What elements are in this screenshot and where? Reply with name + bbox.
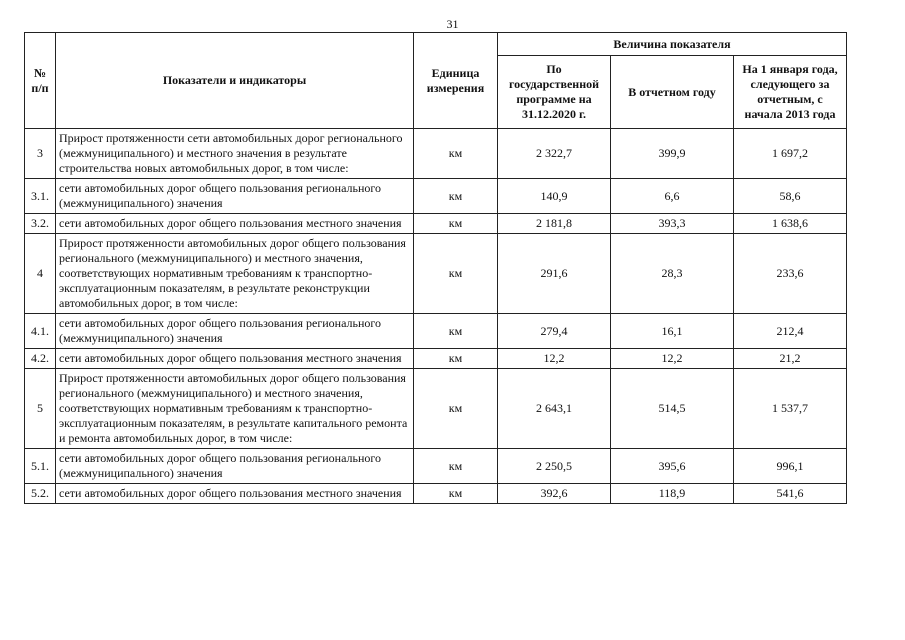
table-body	[25, 129, 847, 504]
table-row	[25, 179, 847, 214]
row-jan: 541,6	[734, 484, 847, 504]
row-year: 393,3	[611, 214, 734, 234]
row-program: 2 643,1	[498, 369, 611, 449]
row-num: 3	[25, 129, 56, 179]
row-unit: км	[414, 179, 498, 214]
row-unit: км	[414, 214, 498, 234]
row-year: 28,3	[611, 234, 734, 314]
header-name: Показатели и индикаторы	[56, 33, 414, 129]
row-jan: 996,1	[734, 449, 847, 484]
row-year: 16,1	[611, 314, 734, 349]
row-jan: 1 537,7	[734, 369, 847, 449]
header-jan: На 1 января года, следующего за отчетным, с начала 2013 года	[734, 56, 847, 129]
table-row	[25, 314, 847, 349]
indicators-table	[24, 32, 847, 504]
row-num: 3.1.	[25, 179, 56, 214]
header-group: Величина показателя	[498, 33, 847, 56]
row-num: 4.2.	[25, 349, 56, 369]
row-year: 399,9	[611, 129, 734, 179]
table-row	[25, 449, 847, 484]
row-year: 6,6	[611, 179, 734, 214]
row-name: сети автомобильных дорог общего пользования регионального (межмуниципального) значения	[56, 449, 414, 484]
row-num: 5.2.	[25, 484, 56, 504]
row-unit: км	[414, 484, 498, 504]
row-num: 4.1.	[25, 314, 56, 349]
table-row	[25, 234, 847, 314]
row-name: сети автомобильных дорог общего пользования местного значения	[56, 484, 414, 504]
row-year: 395,6	[611, 449, 734, 484]
row-name: сети автомобильных дорог общего пользования местного значения	[56, 214, 414, 234]
row-name: Прирост протяженности автомобильных дорог общего пользования регионального (межмуниципального) и местного значения, соответствующих нормативным требованиям к транспортно-эксплуатационным показателям, в результате реконструкции автомобильных дорог, в том числе:	[56, 234, 414, 314]
row-year: 118,9	[611, 484, 734, 504]
row-jan: 212,4	[734, 314, 847, 349]
row-num: 5.1.	[25, 449, 56, 484]
row-unit: км	[414, 129, 498, 179]
row-unit: км	[414, 369, 498, 449]
row-jan: 58,6	[734, 179, 847, 214]
row-name: сети автомобильных дорог общего пользования регионального (межмуниципального) значения	[56, 179, 414, 214]
header-year: В отчетном году	[611, 56, 734, 129]
table-row	[25, 129, 847, 179]
table-header	[25, 33, 847, 129]
row-unit: км	[414, 314, 498, 349]
row-jan: 21,2	[734, 349, 847, 369]
table-row	[25, 349, 847, 369]
row-name: сети автомобильных дорог общего пользования регионального (межмуниципального) значения	[56, 314, 414, 349]
row-jan: 233,6	[734, 234, 847, 314]
row-unit: км	[414, 349, 498, 369]
header-unit: Единица измерения	[414, 33, 498, 129]
table-row	[25, 484, 847, 504]
row-name: сети автомобильных дорог общего пользования местного значения	[56, 349, 414, 369]
row-unit: км	[414, 449, 498, 484]
row-program: 2 250,5	[498, 449, 611, 484]
row-jan: 1 638,6	[734, 214, 847, 234]
row-year: 514,5	[611, 369, 734, 449]
row-name: Прирост протяженности автомобильных дорог общего пользования регионального (межмуниципального) и местного значения, соответствующих нормативным требованиям к транспортно-эксплуатационным показателям, в результате капитального ремонта и ремонта автомобильных дорог, в том числе:	[56, 369, 414, 449]
table-row	[25, 214, 847, 234]
header-program: По государственной программе на 31.12.2020 г.	[498, 56, 611, 129]
row-name: Прирост протяженности сети автомобильных дорог регионального (межмуниципального) и местного значения в результате строительства новых автомобильных дорог, в том числе:	[56, 129, 414, 179]
row-num: 3.2.	[25, 214, 56, 234]
row-year: 12,2	[611, 349, 734, 369]
row-num: 4	[25, 234, 56, 314]
row-program: 291,6	[498, 234, 611, 314]
row-program: 140,9	[498, 179, 611, 214]
row-program: 2 322,7	[498, 129, 611, 179]
row-program: 12,2	[498, 349, 611, 369]
table-row	[25, 369, 847, 449]
header-num: № п/п	[25, 33, 56, 129]
row-program: 2 181,8	[498, 214, 611, 234]
row-num: 5	[25, 369, 56, 449]
row-jan: 1 697,2	[734, 129, 847, 179]
row-unit: км	[414, 234, 498, 314]
row-program: 392,6	[498, 484, 611, 504]
row-program: 279,4	[498, 314, 611, 349]
page-number: 31	[446, 17, 459, 31]
